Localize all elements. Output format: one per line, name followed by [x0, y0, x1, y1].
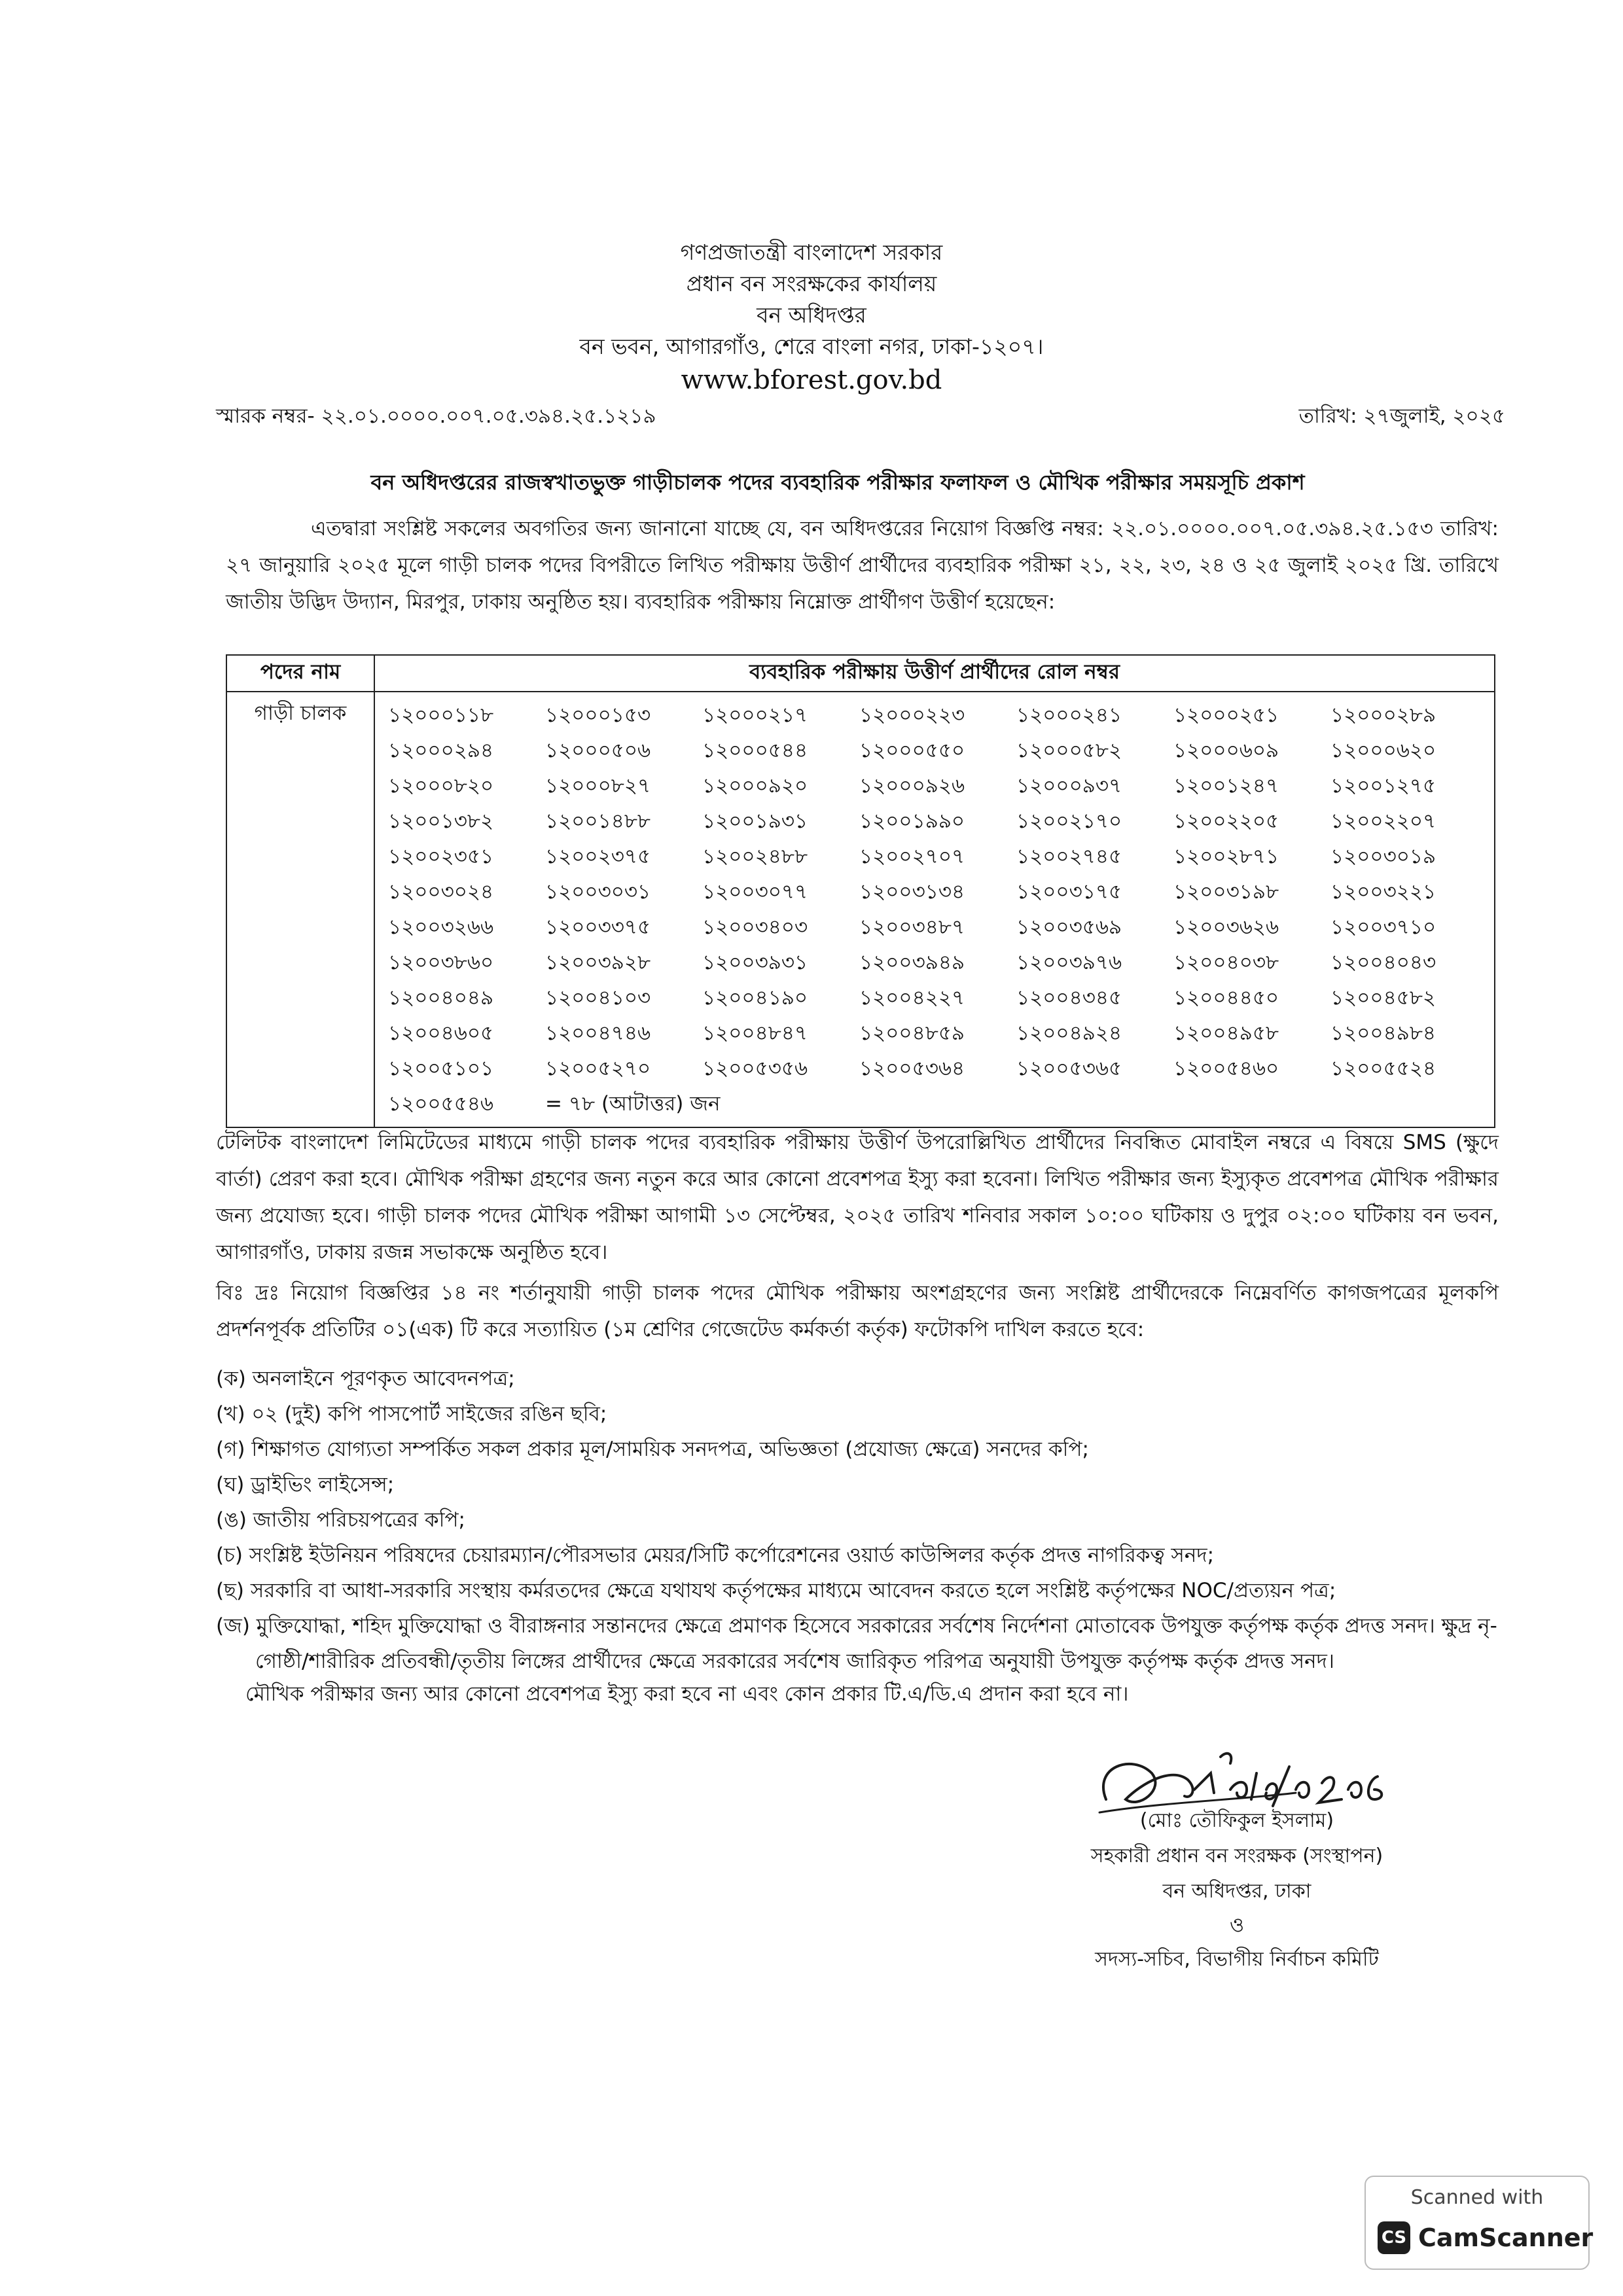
roll-number: ১২০০৩৮৬০ [388, 951, 494, 974]
roll-total: = ৭৮ (আটাত্তর) জন [545, 1092, 721, 1116]
roll-number: ১২০০৩৯৭৬ [1016, 951, 1122, 974]
roll-number: ১২০০৩২২১ [1330, 880, 1436, 904]
roll-number: ১২০০২২০৭ [1330, 809, 1436, 833]
roll-number: ১২০০৩০৭৭ [702, 880, 808, 904]
roll-number: ১২০০৩০২৪ [388, 880, 494, 904]
roll-number: ১২০০০১৫৩ [545, 703, 651, 727]
roll-number: ১২০০৩৯৪৯ [859, 951, 965, 974]
roll-number: ১২০০৪৯২৪ [1016, 1021, 1122, 1045]
post-header: পদের নাম [226, 655, 374, 692]
roll-number: ১২০০০২৯৪ [388, 739, 494, 762]
roll-number: ১২০০০২৪১ [1016, 703, 1122, 727]
roll-number: ১২০০৩৯২৮ [545, 951, 651, 974]
roll-number: ১২০০৪৪৫০ [1173, 986, 1279, 1010]
note-paragraph: বিঃ দ্রঃ নিয়োগ বিজ্ঞপ্তির ১৪ নং শর্তানুযায়ী গাড়ী চালক পদের মৌখিক পরীক্ষায় অংশগ্রহণের জন্য সংশ্লিষ্ট প্রার্থীদেরকে নিম্নেবর্ণিত কাগজপত্রের মূলকপি প্রদর্শনপূর্বক প্রতিটির ০১(এক) টি করে সত্যায়িত (১ম শ্রেণির গেজেটেড কর্মকর্তা কর্তৃক) ফটোকপি দাখিল করতে হবে: [216, 1281, 1499, 1341]
roll-number: ১২০০৩৯৩১ [702, 951, 808, 974]
roll-number: ১২০০৪২২৭ [859, 986, 965, 1010]
roll-number: ১২০০৩৪০৩ [702, 915, 808, 939]
roll-number: ১২০০৩২৬৬ [388, 915, 494, 939]
list-item: (গ) শিক্ষাগত যোগ্যতা সম্পর্কিত সকল প্রকার মূল/সাময়িক সনদপত্র, অভিজ্ঞতা (প্রযোজ্য ক্ষেত্রে) সনদের কপি; [216, 1438, 1090, 1461]
roll-number: ১২০০৪০৩৮ [1173, 951, 1279, 974]
intro-paragraph: এতদ্বারা সংশ্লিষ্ট সকলের অবগতির জন্য জানানো যাচ্ছে যে, বন অধিদপ্তরের নিয়োগ বিজ্ঞপ্তি নম্বর: ২২.০১.০০০০.০০৭.০৫.৩৯৪.২৫.১৫৩ তারিখ: ২৭ জানুয়ারি ২০২৫ মূলে গাড়ী চালক পদের বিপরীতে লিখিত পরীক্ষায় উত্তীর্ণ প্রার্থীদের ব্যবহারিক পরীক্ষা ২১, ২২, ২৩, ২৪ ও ২৫ জুলাই ২০২৫ খ্রি. তারিখে জাতীয় উদ্ভিদ উদ্যান, মিরপুর, ঢাকায় অনুষ্ঠিত হয়। ব্যবহারিক পরীক্ষায় নিম্নোক্ত প্রার্থীগণ উত্তীর্ণ হয়েছেন: [226, 517, 1499, 614]
roll-number: ১২০০১৯৯০ [859, 809, 965, 833]
roll-number: ১২০০১৯৩১ [702, 809, 808, 833]
memo-ref: স্মারক নম্বর- ২২.০১.০০০০.০০৭.০৫.৩৯৪.২৫.১২১৯ [216, 404, 656, 428]
roll-number: ১২০০০২৫১ [1173, 703, 1279, 727]
signatory-role: সদস্য-সচিব, বিভাগীয় নির্বাচন কমিটি [1095, 1948, 1379, 1971]
list-item: (চ) সংশ্লিষ্ট ইউনিয়ন পরিষদের চেয়ারম্যান/পৌরসভার মেয়র/সিটি কর্পোরেশনের ওয়ার্ড কাউন্সিলর কর্তৃক প্রদত্ত নাগরিকত্ব সনদ; [216, 1544, 1215, 1567]
roll-number: ১২০০৫৪৬০ [1173, 1057, 1279, 1080]
roll-number: ১২০০০৮২০ [388, 774, 494, 798]
list-item: (জ) মুক্তিযোদ্ধা, শহিদ মুক্তিযোদ্ধা ও বীরাঙ্গনার সন্তানদের ক্ষেত্রে প্রমাণক হিসেবে সরকারের সর্বশেষ নির্দেশনা মোতাবেক উপযুক্ত কর্তৃপক্ষ কর্তৃক প্রদত্ত সনদ। ক্ষুদ্র নৃ-গোষ্ঠী/শারীরিক প্রতিবন্ধী/তৃতীয় লিঙ্গের প্রার্থীদের ক্ষেত্রে সরকারের সর্বশেষ জারিকৃত পরিপত্র অনুযায়ী উপযুক্ত কর্তৃপক্ষ কর্তৃক প্রদত্ত সনদ। [216, 1614, 1497, 1673]
list-item: (ক) অনলাইনে পূরণকৃত আবেদনপত্র; [216, 1367, 515, 1390]
camscanner-logo-icon: CS [1378, 2221, 1410, 2254]
roll-number: ১২০০২৩৫১ [388, 845, 494, 868]
roll-number: ১২০০২৩৭৫ [545, 845, 651, 868]
roll-number: ১২০০০৮২৭ [545, 774, 651, 798]
govt-name: গণপ্রজাতন্ত্রী বাংলাদেশ সরকার [680, 239, 943, 265]
roll-numbers-cell [374, 692, 1495, 1127]
signatory-name: (মোঃ তৌফিকুল ইসলাম) [1139, 1809, 1334, 1832]
roll-number: ১২০০৩১৯৮ [1173, 880, 1279, 904]
roll-number: ১২০০২৭৪৫ [1016, 845, 1122, 868]
roll-number: ১২০০৫৩৬৫ [1016, 1057, 1122, 1080]
roll-number: ১২০০০৫৪৪ [702, 739, 808, 762]
roll-number: ১২০০০৫০৬ [545, 739, 651, 762]
roll-number: ১২০০৪০৪৩ [1330, 951, 1436, 974]
roll-number: ১২০০২৪৮৮ [702, 845, 808, 868]
roll-number: ১২০০০১১৮ [388, 703, 494, 727]
roll-number: ১২০০৪৫৮২ [1330, 986, 1436, 1010]
roll-number: ১২০০০২১৭ [702, 703, 808, 727]
roll-number: ১২০০৪১০৩ [545, 986, 651, 1010]
roll-number: ১২০০২৮৭১ [1173, 845, 1279, 868]
roll-number: ১২০০০৫৮২ [1016, 739, 1122, 762]
roll-number: ১২০০২১৭০ [1016, 809, 1122, 833]
office-name: প্রধান বন সংরক্ষকের কার্যালয় [686, 271, 937, 296]
roll-number: ১২০০০৯৩৭ [1016, 774, 1122, 798]
roll-number: ১২০০৪৯৮৪ [1330, 1021, 1436, 1045]
roll-number: ১২০০৩১৩৪ [859, 880, 965, 904]
roll-number: ১২০০৫৩৫৬ [702, 1057, 808, 1080]
signatory-designation: সহকারী প্রধান বন সংরক্ষক (সংস্থাপন) [1090, 1845, 1383, 1867]
list-item: (খ) ০২ (দুই) কপি পাসপোর্ট সাইজের রঙিন ছবি; [216, 1402, 607, 1426]
roll-number: ১২০০২২০৫ [1173, 809, 1279, 833]
documents-list [216, 1361, 1499, 1679]
roll-number: ১২০০০৬০৯ [1173, 739, 1279, 762]
roll-number: ১২০০৩৬২৬ [1173, 915, 1279, 939]
roll-number: ১২০০৩৭১০ [1330, 915, 1436, 939]
office-address: বন ভবন, আগারগাঁও, শেরে বাংলা নগর, ঢাকা-১২০৭। [579, 334, 1044, 359]
roll-number: ১২০০৩৩৭৫ [545, 915, 651, 939]
roll-number: ১২০০৪৮৫৯ [859, 1021, 965, 1045]
roll-number: ১২০০৪০৪৯ [388, 986, 494, 1010]
signatory-office: বন অধিদপ্তর, ঢাকা [1162, 1880, 1311, 1903]
roll-number: ১২০০০২২৩ [859, 703, 965, 727]
roll-number: ১২০০৪৬০৫ [388, 1021, 494, 1045]
rolls-header: ব্যবহারিক পরীক্ষায় উত্তীর্ণ প্রার্থীদের রোল নম্বর [374, 655, 1495, 692]
closing-line: মৌখিক পরীক্ষার জন্য আর কোনো প্রবেশপত্র ইস্যু করা হবে না এবং কোন প্রকার টি.এ/ডি.এ প্রদান করা হবে না। [245, 1682, 1129, 1706]
table-header-row [226, 655, 1495, 692]
list-item: (ছ) সরকারি বা আধা-সরকারি সংস্থায় কর্মরতদের ক্ষেত্রে যথাযথ কর্তৃপক্ষের মাধ্যমে আবেদন করতে হলে সংশ্লিষ্ট কর্তৃপক্ষের NOC/প্রত্যয়ন পত্র; [216, 1579, 1336, 1602]
sms-paragraph: টেলিটক বাংলাদেশ লিমিটেডের মাধ্যমে গাড়ী চালক পদের ব্যবহারিক পরীক্ষায় উত্তীর্ণ উপরোল্লিখিত প্রার্থীদের নিবন্ধিত মোবাইল নম্বরে এ বিষয়ে SMS (ক্ষুদে বার্তা) প্রেরণ করা হবে। মৌখিক পরীক্ষা গ্রহণের জন্য নতুন করে আর কোনো প্রবেশপত্র ইস্যু করা হবেনা। লিখিত পরীক্ষার জন্য ইস্যুকৃত প্রবেশপত্র মৌখিক পরীক্ষার জন্য প্রযোজ্য হবে। গাড়ী চালক পদের মৌখিক পরীক্ষা আগামী ১৩ সেপ্টেম্বর, ২০২৫ তারিখ শনিবার সকাল ১০:০০ ঘটিকায় ও দুপুর ০২:০০ ঘটিকায় বন ভবন, আগারগাঁও, ঢাকায় রজন্ন সভাকক্ষে অনুষ্ঠিত হবে। [216, 1131, 1499, 1264]
roll-number: ১২০০৫৩৬৪ [859, 1057, 965, 1080]
roll-number: ১২০০১২৭৫ [1330, 774, 1436, 798]
roll-number: ১২০০০৬২০ [1330, 739, 1436, 762]
memo-date: তারিখ: ২৭জুলাই, ২০২৫ [1298, 404, 1505, 428]
roll-table [226, 654, 1495, 1128]
roll-number: ১২০০৩০৩১ [545, 880, 651, 904]
roll-number-grid [388, 698, 1488, 1122]
camscanner-badge [1364, 2176, 1594, 2270]
roll-number: ১২০০৪১৯০ [702, 986, 808, 1010]
scanned-with-text: Scanned with [1410, 2186, 1544, 2209]
roll-number: ১২০০০২৮৯ [1330, 703, 1436, 727]
roll-number: ১২০০১৩৮২ [388, 809, 494, 833]
department-name: বন অধিদপ্তর [757, 302, 866, 328]
roll-number: ১২০০১২৪৭ [1173, 774, 1279, 798]
post-name: গাড়ী চালক [226, 692, 374, 1127]
roll-number: ১২০০০৯২৬ [859, 774, 965, 798]
roll-number: ১২০০৫৫৪৬ [388, 1092, 494, 1116]
camscanner-brand: CamScanner [1418, 2223, 1594, 2252]
letterhead [419, 237, 1204, 398]
website-url: www.bforest.gov.bd [681, 365, 942, 395]
roll-number: ১২০০৩১৭৫ [1016, 880, 1122, 904]
signatory-conjunction: ও [1229, 1914, 1245, 1937]
roll-number: ১২০০৪৯৫৮ [1173, 1021, 1279, 1045]
list-item: (ঘ) ড্রাইভিং লাইসেন্স; [216, 1473, 395, 1496]
roll-number: ১২০০৪৭৪৬ [545, 1021, 651, 1045]
roll-number: ১২০০৪৩৪৫ [1016, 986, 1122, 1010]
list-item: (ঙ) জাতীয় পরিচয়পত্রের কপি; [216, 1508, 465, 1532]
roll-number: ১২০০২৭০৭ [859, 845, 965, 868]
roll-number: ১২০০১৪৮৮ [545, 809, 651, 833]
table-row [226, 692, 1495, 1127]
roll-number: ১২০০০৯২০ [702, 774, 808, 798]
roll-number: ১২০০৫২৭০ [545, 1057, 651, 1080]
roll-number: ১২০০৫৫২৪ [1330, 1057, 1436, 1080]
signature-block [1034, 1727, 1440, 2015]
subject-line: বন অধিদপ্তরের রাজস্বখাতভুক্ত গাড়ীচালক পদের ব্যবহারিক পরীক্ষার ফলাফল ও মৌখিক পরীক্ষার সময়সূচি প্রকাশ [370, 470, 1305, 495]
roll-number: ১২০০৩৫৬৯ [1016, 915, 1122, 939]
roll-number: ১২০০৩৪৮৭ [859, 915, 965, 939]
roll-number: ১২০০০৫৫০ [859, 739, 965, 762]
roll-number: ১২০০৩০১৯ [1330, 845, 1436, 868]
roll-number: ১২০০৪৮৪৭ [702, 1021, 808, 1045]
roll-number: ১২০০৫১০১ [388, 1057, 494, 1080]
